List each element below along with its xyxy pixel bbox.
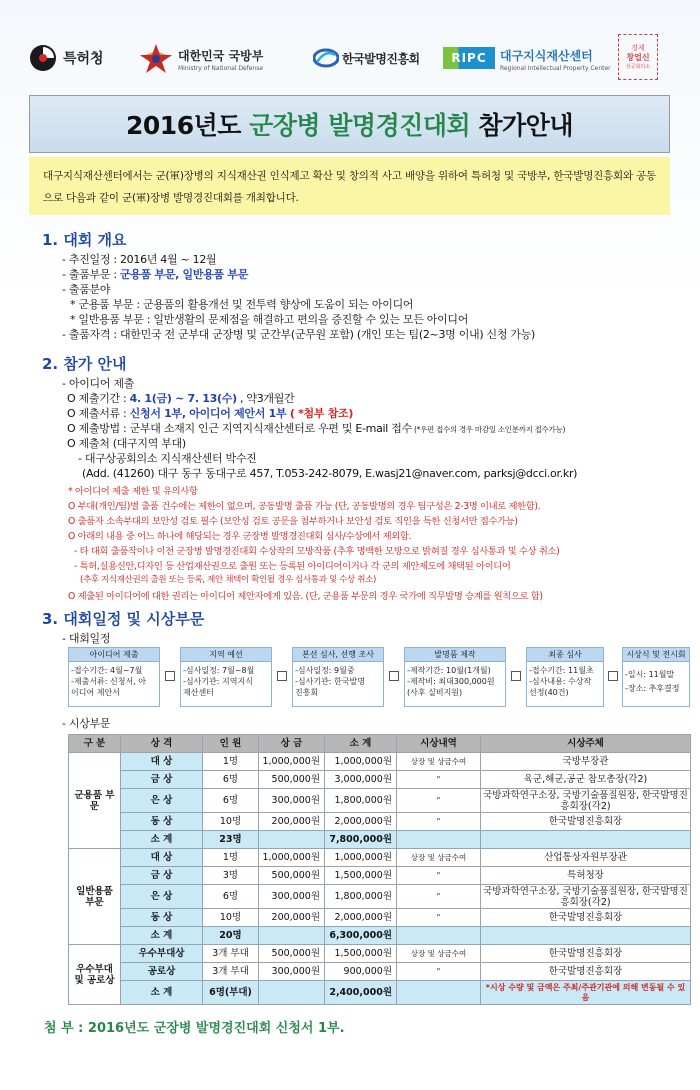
- kipo-emblem-icon: [28, 43, 58, 73]
- s2-contact-address: (Add. (41260) 대구 동구 동대구로 457, T.053-242-8079, E.wasj21@naver.com, parksj@dcci.or.kr): [82, 467, 578, 480]
- category-cell: 일반용품 부문: [69, 849, 121, 945]
- logo-bar: [28, 36, 678, 84]
- subtotal-row: 소 계 20명 6,300,000원: [69, 927, 691, 945]
- restriction-2: O 출품자 소속부대의 보안성 검토 필수 (보안성 검토 공문을 첨부하거나 보안성 검토 직인을 득한 신청서만 접수가능): [68, 516, 518, 527]
- s1-military-field: * 군용품 부문 : 군용품의 활용개선 및 전투력 향상에 도움이 되는 아이디어: [70, 298, 414, 311]
- section-2-title: 2. 참가 안내: [42, 355, 127, 373]
- table-row: 우수부대 및 공로상 우수부대상 3개 부대 500,000원 1,500,000원 상장 및 상금수여 한국발명진흥회장: [69, 945, 691, 963]
- awards-subtitle: - 시상부문: [62, 717, 111, 730]
- attachment-note: 첨 부 : 2016년도 군장병 발명경진대회 신청서 1부.: [44, 1021, 345, 1036]
- category-cell: 우수부대 및 공로상: [69, 945, 121, 1005]
- s2-period: O 제출기간 : 4. 1(금) ~ 7. 13(수) , 약3개월간: [67, 392, 295, 405]
- restriction-6: (추후 지식재산권의 출원 또는 등록, 제안 채택이 확인될 경우 심사통과 및 수상 취소): [80, 575, 376, 585]
- restriction-1: O 부대(개인/팀)별 출품 건수에는 제한이 없으며, 공동발명 출품 가능 (단, 공동발명의 경우 팀구성은 2-3명 이내로 제한함).: [68, 501, 541, 512]
- subtotal-row: 소 계 6명(부대) 2,400,000원 *시상 수량 및 금액은 주최/주관기관에 의해 변동될 수 있음: [69, 981, 691, 1005]
- restriction-3: O 아래의 내용 중 어느 하나에 해당되는 경우 군장병 발명경진대회 심사/수상에서 제외함.: [68, 531, 412, 542]
- flow-connector-icon: [511, 671, 521, 681]
- flow-connector-icon: [608, 671, 618, 681]
- table-row: 동 상 10명 200,000원 2,000,000원 " 한국발명진흥회장: [69, 813, 691, 831]
- kipo-logo: 특허청: [28, 36, 104, 80]
- table-row: 금 상 3명 500,000원 1,500,000원 " 특허청장: [69, 867, 691, 885]
- section-1-title: 1. 대회 개요: [42, 231, 127, 249]
- table-note: *시상 수량 및 금액은 주최/주관기관에 의해 변동될 수 있음: [481, 981, 691, 1005]
- ripc-logo: RIPC 대구지식재산센터 Regional Intellectual Property Center: [443, 36, 611, 80]
- table-row: 금 상 6명 500,000원 3,000,000원 " 육군,해군,공군 참모총장(각2): [69, 771, 691, 789]
- section-3-title: 3. 대회일정 및 시상부문: [42, 610, 205, 628]
- table-row: 군용품 부문 대 상 1명 1,000,000원 1,000,000원 상장 및 상금수여 국방부장관: [69, 753, 691, 771]
- schedule-subtitle: - 대회일정: [62, 632, 111, 645]
- flow-step-ceremony: 시상식 및 전시회 -일시: 11월말 -장소: 추후결정: [622, 647, 690, 707]
- mnd-emblem-icon: [138, 41, 174, 75]
- flow-step-production: 발명품 제작 -제작기간: 10월(1개월) -제작비: 최대300,000원 (사후 실비지원): [404, 647, 506, 707]
- daegu-chamber-seal: 경제 창업신 상공회의소: [618, 34, 658, 80]
- mnd-logo: 대한민국 국방부 Ministry of National Defense: [138, 36, 263, 80]
- category-cell: 군용품 부문: [69, 753, 121, 849]
- table-row: 은 상 6명 300,000원 1,800,000원 " 국방과학연구소장, 국방기술품질원장, 한국발명진흥회장(각2): [69, 789, 691, 813]
- s1-categories: - 출품부문 : 군용품 부문, 일반용품 부문: [62, 268, 249, 281]
- subtotal-row: 소 계 23명 7,800,000원: [69, 831, 691, 849]
- kipa-swoosh-icon: [313, 47, 339, 69]
- s2-method: O 제출방법 : 군부대 소재지 인근 지역지식재산센터로 우편 및 E-mail 접수 (*우편 접수의 경우 마감일 소인분까지 접수가능): [67, 422, 566, 435]
- flow-connector-icon: [389, 671, 399, 681]
- restriction-7: O 제출된 아이디어에 대한 권리는 아이디어 제안자에게 있음. (단, 군용품 부문의 경우 국가에 직무발명 승계를 원칙으로 함): [68, 591, 543, 602]
- s1-schedule: - 추진일정 : 2016년 4월 ~ 12월: [62, 253, 217, 266]
- flow-step-regional: 지역 예선 -심사일정: 7월~8월 -심사기관: 지역지식 재산센터: [180, 647, 272, 707]
- s2-destination: O 제출처 (대구지역 부대): [67, 437, 186, 450]
- ripc-mark-icon: RIPC: [443, 47, 495, 69]
- flow-step-final-review: 본선 심사, 선행 조사 -심사일정: 9월중 -심사기관: 한국발명 진흥회: [292, 647, 384, 707]
- page-title: 2016년도 군장병 발명경진대회 참가안내: [126, 111, 573, 140]
- awards-table: [68, 734, 691, 1005]
- title-banner: [29, 95, 670, 153]
- table-row: 일반용품 부문 대 상 1명 1,000,000원 1,000,000원 상장 및 상금수여 산업통상자원부장관: [69, 849, 691, 867]
- restriction-4: - 타 대회 출품작이나 이전 군장병 발명경진대회 수상작의 모방작품 (추후 명백한 모방으로 밝혀질 경우 심사통과 및 수상 취소): [74, 546, 560, 557]
- s2-idea-submit: - 아이디어 제출: [62, 377, 135, 390]
- flow-connector-icon: [165, 671, 175, 681]
- restriction-title: * 아이디어 제출 제한 및 유의사항: [68, 486, 198, 497]
- schedule-flow: [68, 647, 690, 707]
- s1-eligibility: - 출품자격 : 대한민국 전 군부대 군장병 및 군간부(군무원 포함) (개인 또는 팀(2~3명 이내) 신청 가능): [62, 328, 536, 341]
- table-row: 동 상 10명 200,000원 2,000,000원 " 한국발명진흥회장: [69, 909, 691, 927]
- s2-contact-name: - 대구상공회의소 지식재산센터 박수진: [78, 452, 257, 465]
- s1-general-field: * 일반용품 부문 : 일반생활의 문제점을 해결하고 편의을 증진할 수 있는 모든 아이디어: [70, 313, 469, 326]
- kipa-logo: 한국발명진흥회: [313, 36, 420, 80]
- flow-step-submit: 아이디어 제출 -접수기간: 4월~7월 -제출서류: 신청서, 아 이디어 제안서: [68, 647, 160, 707]
- table-row: 은 상 6명 300,000원 1,800,000원 " 국방과학연구소장, 국방기술품질원장, 한국발명진흥회장(각2): [69, 885, 691, 909]
- table-row: 공로상 3개 부대 300,000원 900,000원 " 한국발명진흥회장: [69, 963, 691, 981]
- flow-step-final-judging: 최종 심사 -접수기간: 11월초 -심사내용: 수상작 선정(40건): [526, 647, 604, 707]
- flow-connector-icon: [277, 671, 287, 681]
- s2-documents: O 제출서류 : 신청서 1부, 아이디어 제안서 1부 ( *첨부 참조): [67, 407, 354, 420]
- restriction-5: - 특허,실용신안,디자인 등 산업재산권으로 출원 또는 등록된 아이디어이거나 각 군의 제안제도에 채택된 아이디어: [74, 561, 511, 572]
- intro-paragraph: 대구지식재산센터에서는 군(軍)장병의 지식재산권 인식제고 확산 및 창의적 사고 배양을 위하여 특허청 및 국방부, 한국발명진흥회와 공동으로 다음과 같이 군(軍)장병 발명경진대회를 개최합니다.: [29, 157, 670, 215]
- s1-fields: - 출품분야: [62, 283, 111, 296]
- table-header-row: 구 분 상 격 인 원 상 금 소 계 시상내역 시상주체: [69, 735, 691, 753]
